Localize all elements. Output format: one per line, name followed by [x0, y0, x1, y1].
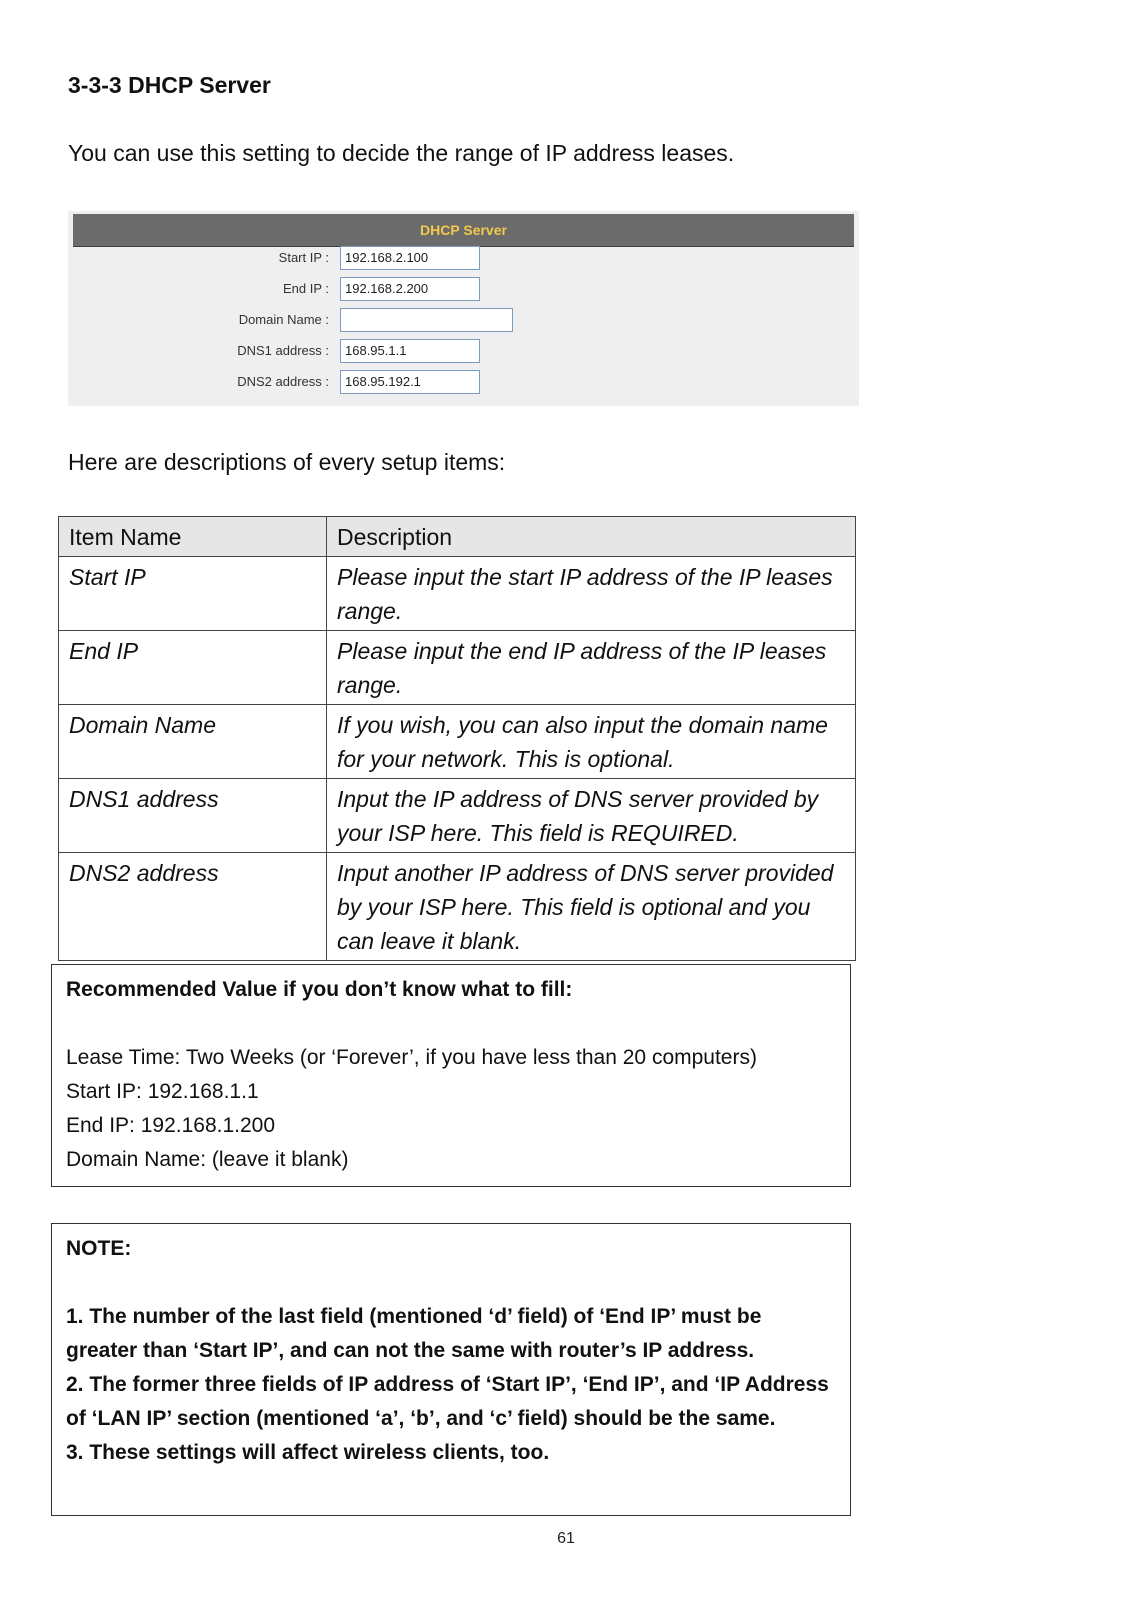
- table-row: [59, 705, 856, 779]
- start-ip-input[interactable]: 192.168.2.100: [340, 246, 480, 270]
- domain-name-label: Domain Name :: [238, 312, 329, 327]
- description-cell: Please input the end IP address of the IP leases range.: [327, 631, 856, 705]
- dhcp-server-screenshot: [68, 211, 859, 406]
- start-ip-label: Start IP :: [278, 250, 329, 265]
- dns1-row: [68, 339, 859, 365]
- descriptions-intro: Here are descriptions of every setup items:: [68, 449, 506, 475]
- item-name-cell: Domain Name: [59, 705, 327, 779]
- panel-title: DHCP Server: [420, 222, 507, 238]
- item-description-table: [58, 516, 856, 961]
- column-header-description: Description: [327, 517, 856, 557]
- intro-text: You can use this setting to decide the range of IP address leases.: [68, 140, 735, 166]
- item-name-cell: DNS2 address: [59, 853, 327, 961]
- item-name-cell: End IP: [59, 631, 327, 705]
- end-ip-input[interactable]: 192.168.2.200: [340, 277, 480, 301]
- domain-name-row: [68, 308, 859, 334]
- dns1-input[interactable]: 168.95.1.1: [340, 339, 480, 363]
- dns1-label: DNS1 address :: [237, 343, 329, 358]
- table-row: [59, 631, 856, 705]
- end-ip-row: [68, 277, 859, 303]
- description-cell: Please input the start IP address of the IP leases range.: [327, 557, 856, 631]
- recommended-value-box: [51, 964, 851, 1187]
- item-name-cell: DNS1 address: [59, 779, 327, 853]
- item-name-cell: Start IP: [59, 557, 327, 631]
- table-header-row: [59, 517, 856, 557]
- description-cell: Input the IP address of DNS server provided by your ISP here. This field is REQUIRED.: [327, 779, 856, 853]
- note-item: 3. These settings will affect wireless clients, too.: [66, 1441, 550, 1464]
- end-ip-label: End IP :: [282, 281, 329, 296]
- recommended-line: Start IP: 192.168.1.1: [66, 1080, 259, 1103]
- recommended-line: Lease Time: Two Weeks (or ‘Forever’, if you have less than 20 computers): [66, 1046, 757, 1069]
- column-header-item-name: Item Name: [59, 517, 327, 557]
- note-box: [51, 1223, 851, 1516]
- description-cell: If you wish, you can also input the domain name for your network. This is optional.: [327, 705, 856, 779]
- page-number: 61: [557, 1530, 575, 1547]
- description-cell: Input another IP address of DNS server provided by your ISP here. This field is optional and you can leave it blank.: [327, 853, 856, 961]
- dns2-row: [68, 370, 859, 396]
- note-item: 2. The former three fields of IP address of ‘Start IP’, ‘End IP’, and ‘IP Address of ‘LAN IP’ section (mentioned ‘a’, ‘b’, and ‘c’ field) should be the same.: [66, 1373, 829, 1430]
- panel-header: [73, 214, 854, 247]
- recommended-title: Recommended Value if you don’t know what to fill:: [66, 978, 573, 1001]
- recommended-line: Domain Name: (leave it blank): [66, 1148, 349, 1171]
- domain-name-input[interactable]: [340, 308, 513, 332]
- section-heading: 3-3-3 DHCP Server: [68, 72, 271, 98]
- note-item: 1. The number of the last field (mentioned ‘d’ field) of ‘End IP’ must be greater than ‘Start IP’, and can not the same with router’s IP address.: [66, 1305, 762, 1362]
- table-row: [59, 853, 856, 961]
- dns2-label: DNS2 address :: [237, 374, 329, 389]
- recommended-line: End IP: 192.168.1.200: [66, 1114, 276, 1137]
- table-row: [59, 779, 856, 853]
- start-ip-row: [68, 246, 859, 272]
- table-row: [59, 557, 856, 631]
- note-title: NOTE:: [66, 1237, 132, 1260]
- dns2-input[interactable]: 168.95.192.1: [340, 370, 480, 394]
